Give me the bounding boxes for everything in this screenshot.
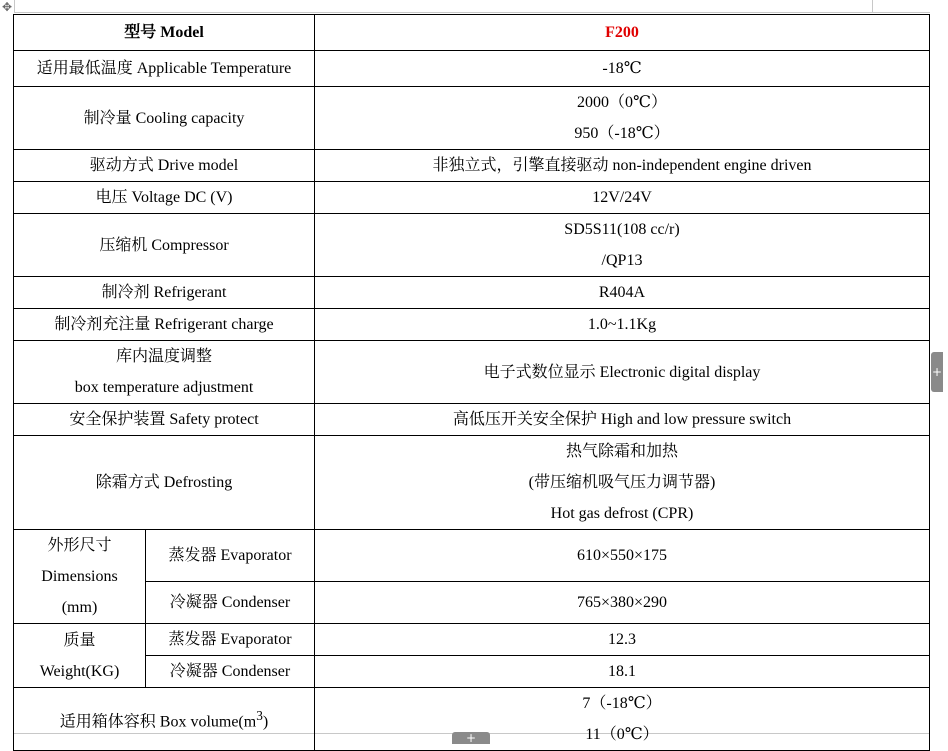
row-label — [14, 688, 315, 751]
row-value — [315, 436, 930, 530]
page-guide-left — [14, 0, 15, 12]
row-label: 制冷剂充注量 Refrigerant charge — [14, 309, 315, 341]
value-line: SD5S11(108 cc/r) — [564, 221, 680, 238]
add-row-handle[interactable] — [931, 352, 943, 392]
table-row — [14, 150, 930, 182]
plus-icon[interactable]: + — [465, 731, 477, 745]
label-line: 库内温度调整 — [115, 348, 212, 365]
value-line: Hot gas defrost (CPR) — [550, 505, 694, 522]
row-value: 1.0~1.1Kg — [315, 309, 930, 341]
table-row-model — [14, 15, 930, 51]
row-value — [315, 214, 930, 277]
table-row — [14, 404, 930, 436]
box-volume-label-end: ) — [262, 713, 269, 731]
label-line: Weight(KG) — [39, 662, 120, 680]
row-value: 12.3 — [315, 624, 930, 656]
row-value — [315, 688, 930, 751]
table-row — [14, 277, 930, 309]
table-row — [14, 436, 930, 530]
row-label: 适用最低温度 Applicable Temperature — [14, 51, 315, 87]
plus-icon[interactable]: + — [931, 365, 943, 379]
value-line: 7（-18℃） — [582, 695, 662, 712]
move-icon[interactable]: ✥ — [1, 0, 13, 14]
label-line: (mm) — [61, 599, 98, 616]
label-line: 外形尺寸 — [47, 537, 112, 554]
table-row — [14, 182, 930, 214]
row-value: 高低压开关安全保护 High and low pressure switch — [315, 404, 930, 436]
table-row — [14, 309, 930, 341]
value-line: 热气除霜和加热 — [565, 443, 678, 460]
row-value: -18℃ — [315, 51, 930, 87]
table-row — [14, 214, 930, 277]
table-row — [14, 87, 930, 150]
label-line: 质量 — [63, 631, 96, 649]
value-line: 950（-18℃） — [574, 125, 670, 142]
page-guide-top — [14, 12, 930, 13]
sub-label: 蒸发器 Evaporator — [146, 530, 315, 582]
sub-label: 冷凝器 Condenser — [146, 582, 315, 624]
box-volume-sup: 3 — [256, 708, 263, 724]
sub-label: 冷凝器 Condenser — [146, 656, 315, 688]
value-line: 11（0℃） — [585, 726, 659, 743]
page-guide-right — [872, 0, 873, 12]
row-label: 制冷剂 Refrigerant — [14, 277, 315, 309]
label-line: Dimensions — [41, 568, 118, 585]
row-label: 驱动方式 Drive model — [14, 150, 315, 182]
value-line: /QP13 — [601, 252, 643, 269]
row-label: 电压 Voltage DC (V) — [14, 182, 315, 214]
row-label: 压缩机 Compressor — [14, 214, 315, 277]
table-row — [14, 582, 930, 624]
table-move-handle[interactable] — [0, 0, 14, 14]
table-row — [14, 656, 930, 688]
row-value: 12V/24V — [315, 182, 930, 214]
row-value: 765×380×290 — [315, 582, 930, 624]
model-label: 型号 Model — [14, 15, 315, 51]
row-value: 非独立式，引擎直接驱动 non-independent engine driven — [315, 150, 930, 182]
label-line: box temperature adjustment — [74, 379, 254, 396]
spec-table — [13, 14, 930, 751]
dimensions-label — [14, 530, 146, 624]
table-row — [14, 530, 930, 582]
row-label — [14, 341, 315, 404]
row-value: 电子式数位显示 Electronic digital display — [315, 341, 930, 404]
add-column-handle[interactable] — [452, 732, 490, 744]
row-value — [315, 87, 930, 150]
row-value: 610×550×175 — [315, 530, 930, 582]
row-value: R404A — [315, 277, 930, 309]
table-row — [14, 51, 930, 87]
model-value: F200 — [315, 15, 930, 51]
sub-label: 蒸发器 Evaporator — [146, 624, 315, 656]
value-line: 2000（0℃） — [577, 94, 667, 111]
table-row — [14, 341, 930, 404]
row-label: 制冷量 Cooling capacity — [14, 87, 315, 150]
value-line: (带压缩机吸气压力调节器) — [528, 474, 716, 491]
row-value: 18.1 — [315, 656, 930, 688]
row-label: 除霜方式 Defrosting — [14, 436, 315, 530]
box-volume-label: 适用箱体容积 Box volume(m — [59, 713, 257, 731]
row-label: 安全保护装置 Safety protect — [14, 404, 315, 436]
table-row — [14, 624, 930, 656]
weight-label — [14, 624, 146, 688]
